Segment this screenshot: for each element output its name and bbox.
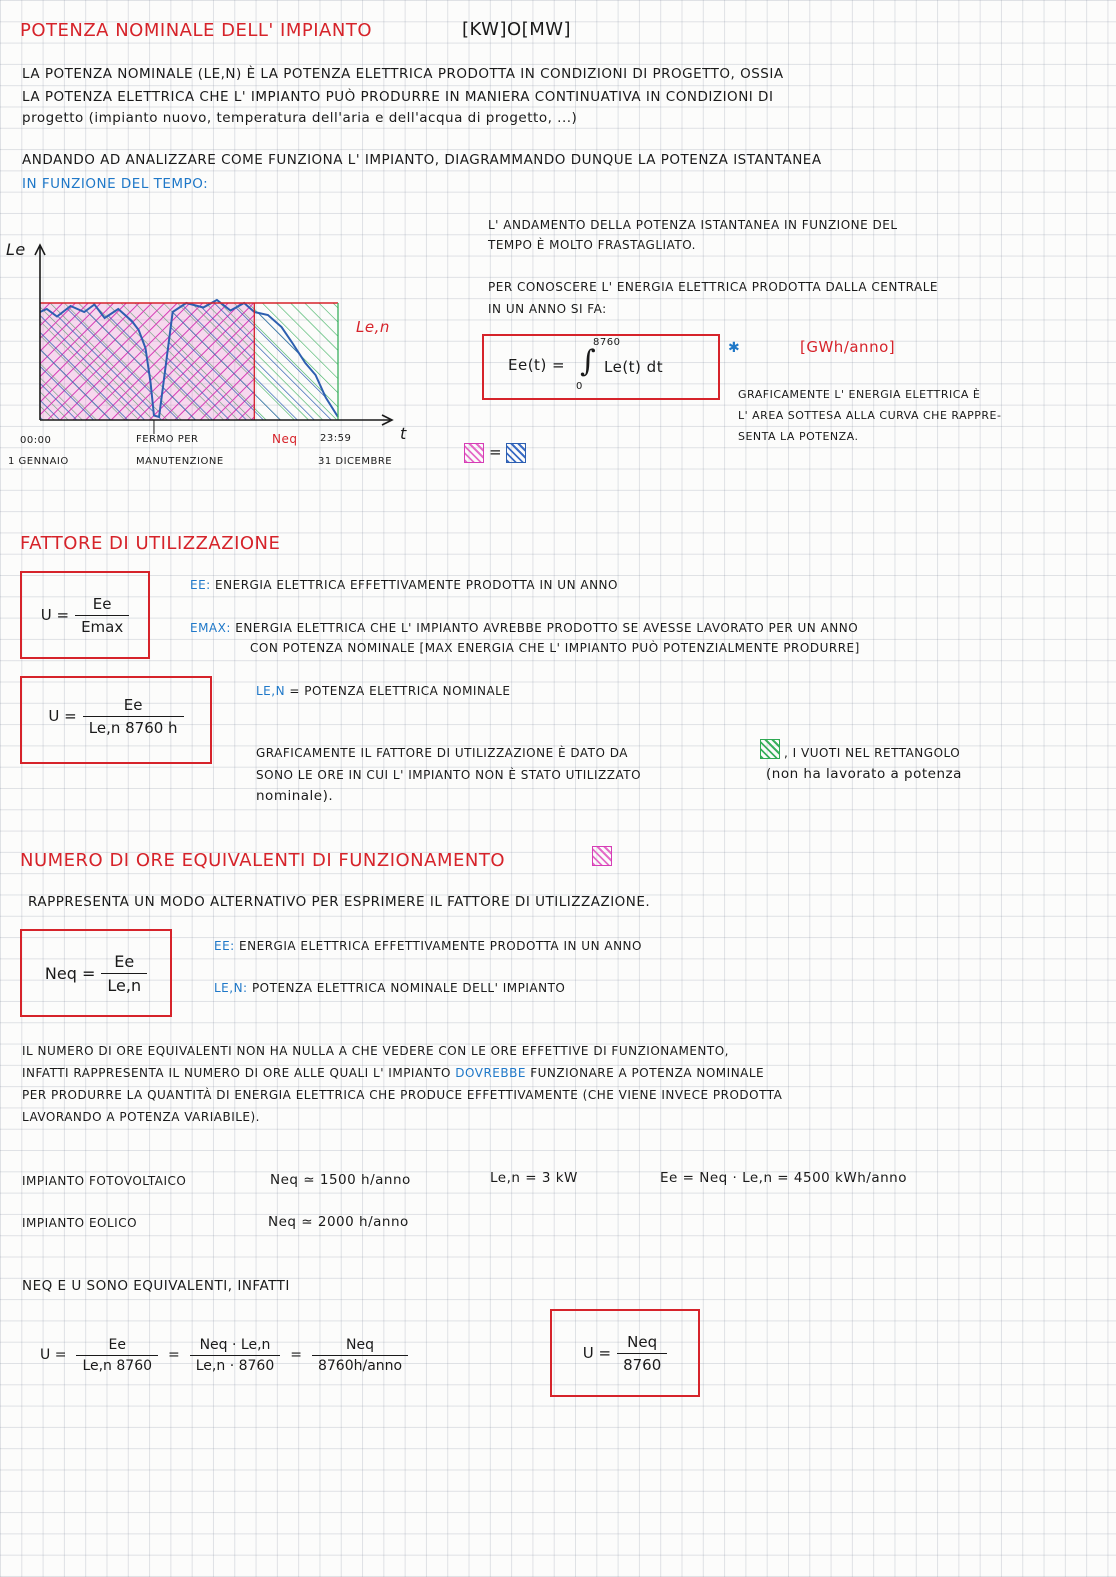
s3-para-line2a: INFATTI RAPPRESENTA IL NUMERO DI ORE ALLE QUALI L' IMPIANTO xyxy=(22,1066,451,1080)
s1-para2-line2: IN FUNZIONE DEL TEMPO: xyxy=(22,176,209,192)
s3-def-ee xyxy=(214,939,642,953)
s3-def-len-sym: LE,N: xyxy=(214,981,248,995)
neq-lhs: Neq = xyxy=(44,963,96,983)
energy-formula-lhs: Ee(t) = xyxy=(508,356,566,374)
asterisk-icon: ✱ xyxy=(728,340,741,356)
s3-def-ee-text: ENERGIA ELETTRICA EFFETTIVAMENTE PRODOTTA IN UN ANNO xyxy=(239,939,642,953)
s1-para1-line3: progetto (impianto nuovo, temperatura dell'aria e dell'acqua di progetto, ...) xyxy=(22,110,578,126)
integral-upper: 8760 xyxy=(593,337,621,348)
final-box-formula xyxy=(552,1311,698,1395)
s3-def-len xyxy=(214,981,565,995)
swatch-blue xyxy=(506,443,526,463)
section3-title: NUMERO DI ORE EQUIVALENTI DI FUNZIONAMENTO xyxy=(20,850,505,871)
s2-graphic-line2a: SONO LE ORE IN CUI L' IMPIANTO NON È STATO UTILIZZATO xyxy=(256,768,642,782)
fin-eq2: = xyxy=(290,1347,302,1363)
integral-integrand: Le(t) dt xyxy=(604,358,664,376)
s2-def-len-text: = POTENZA ELETTRICA NOMINALE xyxy=(289,684,511,698)
s3-def-len-text: POTENZA ELETTRICA NOMINALE DELL' IMPIANTO xyxy=(251,981,566,995)
uf2-den: Le,n 8760 h xyxy=(88,718,178,737)
s2-def-ee-text: ENERGIA ELETTRICA EFFETTIVAMENTE PRODOTTA IN UN ANNO xyxy=(215,578,618,592)
fin-f2-den: Le,n · 8760 xyxy=(195,1357,275,1374)
integral-sign: ∫ xyxy=(580,344,597,379)
s1-para1-line2: LA POTENZA ELETTRICA CHE L' IMPIANTO PUÒ PRODURRE IN MANIERA CONTINUATIVA IN CONDIZIONI DI xyxy=(22,89,774,105)
s2-def-emax-text1: ENERGIA ELETTRICA CHE L' IMPIANTO AVREBBE PRODOTTO SE AVESSE LAVORATO PER UN ANNO xyxy=(235,621,859,635)
integral-lower: 0 xyxy=(576,381,583,392)
section1-title-units: [KW]O[MW] xyxy=(462,19,572,40)
s3-para-dovrebbe: DOVREBBE xyxy=(455,1066,526,1080)
s2-graphic-line2b: (non ha lavorato a potenza xyxy=(766,766,962,782)
ex2-neq: Neq ≃ 2000 h/anno xyxy=(268,1214,409,1230)
s1-right1-line1: L' ANDAMENTO DELLA POTENZA ISTANTANEA IN FUNZIONE DEL xyxy=(488,218,898,232)
fin-f3-num: Neq xyxy=(312,1337,408,1356)
swatch-green xyxy=(760,739,780,759)
chart-y-label: Le xyxy=(6,240,26,259)
s3-para-line2 xyxy=(22,1066,764,1080)
s1-right3-line1: GRAFICAMENTE L' ENERGIA ELETTRICA È xyxy=(738,388,981,401)
fin-f2-num: Neq · Le,n xyxy=(190,1337,280,1356)
fin-box-den: 8760 xyxy=(623,1355,662,1374)
s2-graphic-line1a: GRAFICAMENTE IL FATTORE DI UTILIZZAZIONE È DATO DA xyxy=(256,746,629,760)
uf1-num: Ee xyxy=(75,595,129,616)
chart-tick-end-sub: 31 DICEMBRE xyxy=(318,456,393,467)
s2-def-ee-sym: EE: xyxy=(190,578,211,592)
s2-def-len-sym: LE,N xyxy=(256,684,286,698)
s2-def-ee xyxy=(190,578,618,592)
fin-lhs: U = xyxy=(40,1347,67,1363)
s2-def-emax-sym: EMAX: xyxy=(190,621,231,635)
chart-tick-stop-sub: MANUTENZIONE xyxy=(136,456,224,467)
fin-eq1: = xyxy=(168,1347,180,1363)
fin-f1-num: Ee xyxy=(76,1337,158,1356)
ex1-neq: Neq ≃ 1500 h/anno xyxy=(270,1172,411,1188)
ex1-len: Le,n = 3 kW xyxy=(490,1170,578,1186)
s2-graphic-line3: nominale). xyxy=(256,788,334,804)
ex1-ee: Ee = Neq · Le,n = 4500 kWh/anno xyxy=(660,1170,907,1186)
section1-title: POTENZA NOMINALE DELL' IMPIANTO xyxy=(20,20,372,41)
energy-unit: [GWh/anno] xyxy=(800,338,896,356)
chart-tick-end: 23:59 xyxy=(320,433,352,444)
s3-para-line4: LAVORANDO A POTENZA VARIABILE). xyxy=(22,1110,260,1124)
final-equation xyxy=(40,1320,460,1390)
ex2-label: IMPIANTO EOLICO xyxy=(22,1216,138,1230)
s1-right2-line1: PER CONOSCERE L' ENERGIA ELETTRICA PRODOTTA DALLA CENTRALE xyxy=(488,280,938,294)
swatch-equals: = xyxy=(489,443,503,461)
utilization-formula2 xyxy=(22,678,210,754)
chart-tick-start: 00:00 xyxy=(20,435,52,446)
fin-box-lhs: U = xyxy=(582,1344,612,1362)
s1-right1-line2: TEMPO È MOLTO FRASTAGLIATO. xyxy=(488,238,696,252)
s1-para1-line1: LA POTENZA NOMINALE (LE,N) È LA POTENZA ELETTRICA PRODOTTA IN CONDIZIONI DI PROGETTO, OSSIA xyxy=(22,66,784,82)
s3-para-line2b: FUNZIONARE A POTENZA NOMINALE xyxy=(530,1066,765,1080)
fin-box-num: Neq xyxy=(617,1333,667,1354)
s1-right3-line3: SENTA LA POTENZA. xyxy=(738,430,859,443)
chart-tick-neq: Neq xyxy=(272,432,298,446)
utilization-formula1 xyxy=(22,573,148,657)
s1-right2-line2: IN UN ANNO SI FA: xyxy=(488,302,607,316)
section2-title: FATTORE DI UTILIZZAZIONE xyxy=(20,533,281,554)
fin-f3-den: 8760h/anno xyxy=(317,1357,403,1374)
s1-para2-line1: ANDANDO AD ANALIZZARE COME FUNZIONA L' IMPIANTO, DIAGRAMMANDO DUNQUE LA POTENZA ISTANTANEA xyxy=(22,152,822,168)
power-vs-time-chart xyxy=(0,225,430,475)
uf1-lhs: U = xyxy=(40,606,70,624)
s1-right3-line2: L' AREA SOTTESA ALLA CURVA CHE RAPPRE- xyxy=(738,409,1002,422)
s2-def-len xyxy=(256,684,510,698)
s3-para-line1: IL NUMERO DI ORE EQUIVALENTI NON HA NULLA A CHE VEDERE CON LE ORE EFFETTIVE DI FUNZIONAMENTO, xyxy=(22,1044,729,1058)
neq-num: Ee xyxy=(101,952,147,974)
s2-graphic-line1b: , I VUOTI NEL RETTANGOLO xyxy=(784,746,961,760)
s2-def-emax-line2: CON POTENZA NOMINALE [MAX ENERGIA CHE L' IMPIANTO PUÒ POTENZIALMENTE PRODURRE] xyxy=(250,641,860,655)
swatch-pink xyxy=(464,443,484,463)
neq-den: Le,n xyxy=(107,975,142,995)
neq-formula xyxy=(22,931,170,1015)
chart-x-label: t xyxy=(400,424,407,443)
s2-def-emax xyxy=(190,621,858,635)
s3-equiv-text: NEQ E U SONO EQUIVALENTI, INFATTI xyxy=(22,1278,290,1294)
swatch-pink-2 xyxy=(592,846,612,866)
chart-tick-start-sub: 1 GENNAIO xyxy=(8,456,69,467)
uf1-den: Emax xyxy=(81,617,124,636)
s3-intro: RAPPRESENTA UN MODO ALTERNATIVO PER ESPRIMERE IL FATTORE DI UTILIZZAZIONE. xyxy=(28,894,651,910)
s3-def-ee-sym: EE: xyxy=(214,939,235,953)
ex1-label: IMPIANTO FOTOVOLTAICO xyxy=(22,1174,187,1188)
uf2-num: Ee xyxy=(83,696,184,717)
fin-f1-den: Le,n 8760 xyxy=(82,1357,153,1374)
s3-para-line3: PER PRODURRE LA QUANTITÀ DI ENERGIA ELETTRICA CHE PRODUCE EFFETTIVAMENTE (CHE VIENE INVECE PRODOTTA xyxy=(22,1088,783,1102)
chart-nominal-label: Le,n xyxy=(356,318,390,336)
chart-tick-stop: FERMO PER xyxy=(136,434,199,445)
uf2-lhs: U = xyxy=(48,707,77,725)
